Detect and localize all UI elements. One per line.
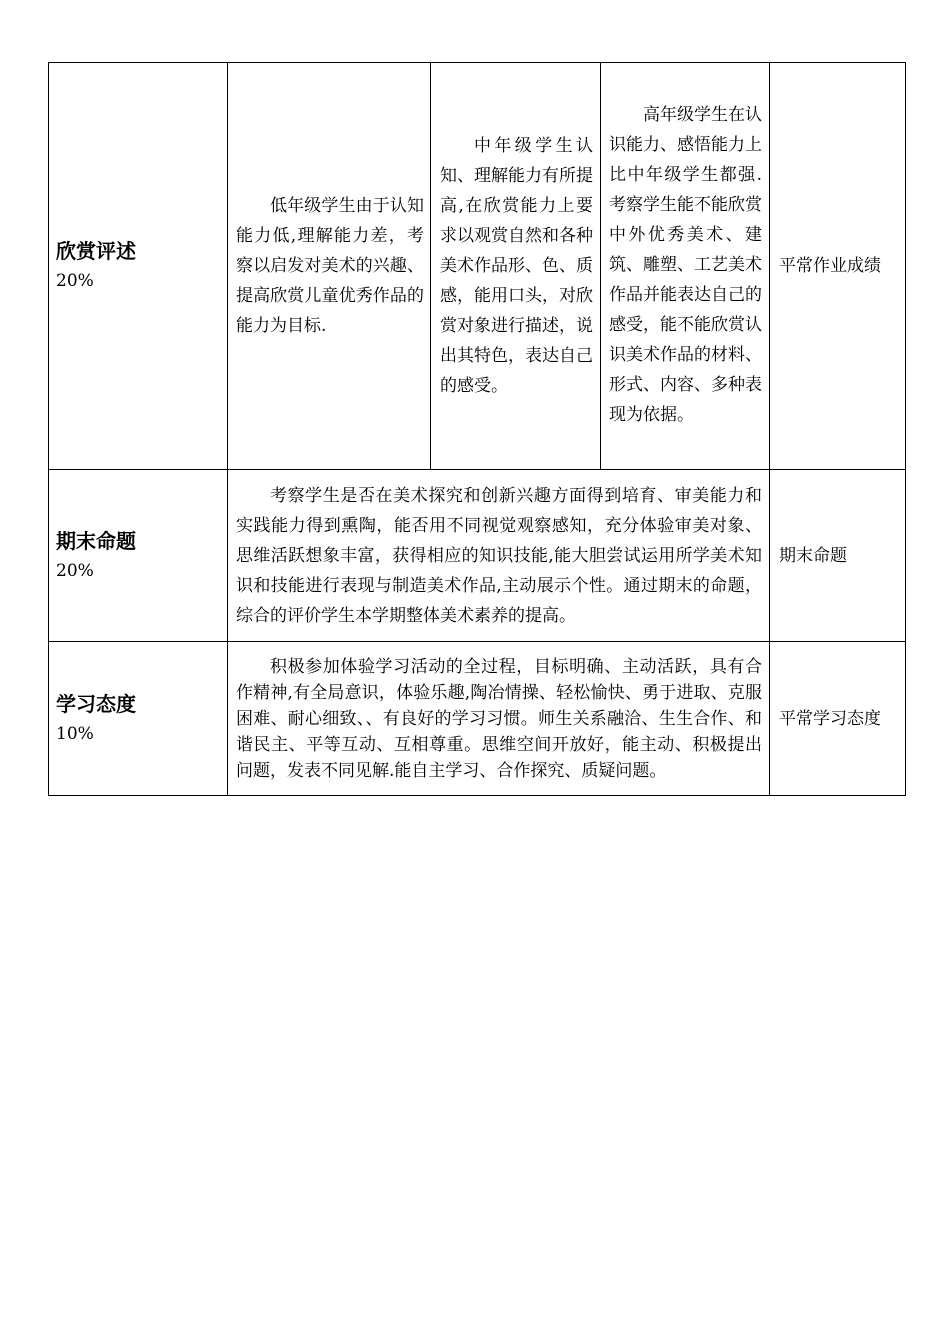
basis-cell bbox=[779, 470, 903, 641]
evaluation-table bbox=[48, 62, 906, 796]
table-border-bottom bbox=[48, 795, 906, 796]
row-title: 学习态度 bbox=[56, 691, 136, 716]
column-divider bbox=[227, 62, 228, 796]
basis-cell bbox=[779, 63, 903, 469]
basis-text: 期末命题 bbox=[779, 545, 847, 566]
row-label-appreciation bbox=[56, 63, 224, 469]
table-border-left bbox=[48, 62, 49, 796]
basis-cell bbox=[779, 642, 903, 795]
row-percent: 10% bbox=[56, 723, 94, 744]
basis-text: 平常作业成绩 bbox=[779, 256, 881, 276]
basis-text: 平常学习态度 bbox=[779, 708, 881, 729]
column-divider bbox=[600, 62, 601, 470]
high-grade-cell bbox=[609, 62, 762, 468]
mid-grade-cell bbox=[440, 63, 593, 469]
low-grade-cell bbox=[236, 63, 424, 469]
high-grade-text: 高年级学生在认识能力、感悟能力上比中年级学生都强.考察学生能不能欣赏中外优秀美术、建筑、雕塑、工艺美术作品并能表达自己的感受，能不能欣赏认识美术作品的材料、形式、内容、多种表现为依据。 bbox=[609, 105, 762, 425]
row-percent: 20% bbox=[56, 560, 94, 581]
final-exam-description-cell bbox=[236, 470, 762, 641]
attitude-description: 积极参加体验学习活动的全过程，目标明确、主动活跃，具有合作精神,有全局意识，体验乐趣,陶冶情操、轻松愉快、勇于进取、克服困难、耐心细致、、有良好的学习习惯。师生关系融洽、生生合作、和谐民主、平等互动、互相尊重。思维空间开放好，能主动、积极提出问题，发表不同见解.能自主学习、合作探究、质疑问题。 bbox=[236, 656, 762, 781]
column-divider bbox=[769, 62, 770, 796]
mid-grade-text: 中年级学生认知、理解能力有所提高,在欣赏能力上要求以观赏自然和各种美术作品形、色、质感，能用口头，对欣赏对象进行描述，说出其特色，表达自己的感受。 bbox=[440, 136, 593, 396]
low-grade-text: 低年级学生由于认知能力低,理解能力差，考察以启发对美术的兴趣、提高欣赏儿童优秀作品的能力为目标. bbox=[236, 196, 424, 336]
row-title: 欣赏评述 bbox=[56, 239, 136, 263]
final-exam-description: 考察学生是否在美术探究和创新兴趣方面得到培育、审美能力和实践能力得到熏陶，能否用不同视觉观察感知，充分体验审美对象、思维活跃想象丰富，获得相应的知识技能,能大胆尝试运用所学美术知识和技能进行表现与制造美术作品,主动展示个性。通过期末的命题，综合的评价学生本学期整体美术素养的提高。 bbox=[236, 485, 762, 626]
row-title: 期末命题 bbox=[56, 528, 136, 553]
attitude-description-cell bbox=[236, 642, 762, 795]
table-border-right bbox=[905, 62, 906, 796]
row-label-attitude bbox=[56, 642, 224, 795]
row-percent: 20% bbox=[56, 271, 94, 291]
row-label-final-exam bbox=[56, 470, 224, 641]
column-divider bbox=[430, 62, 431, 470]
